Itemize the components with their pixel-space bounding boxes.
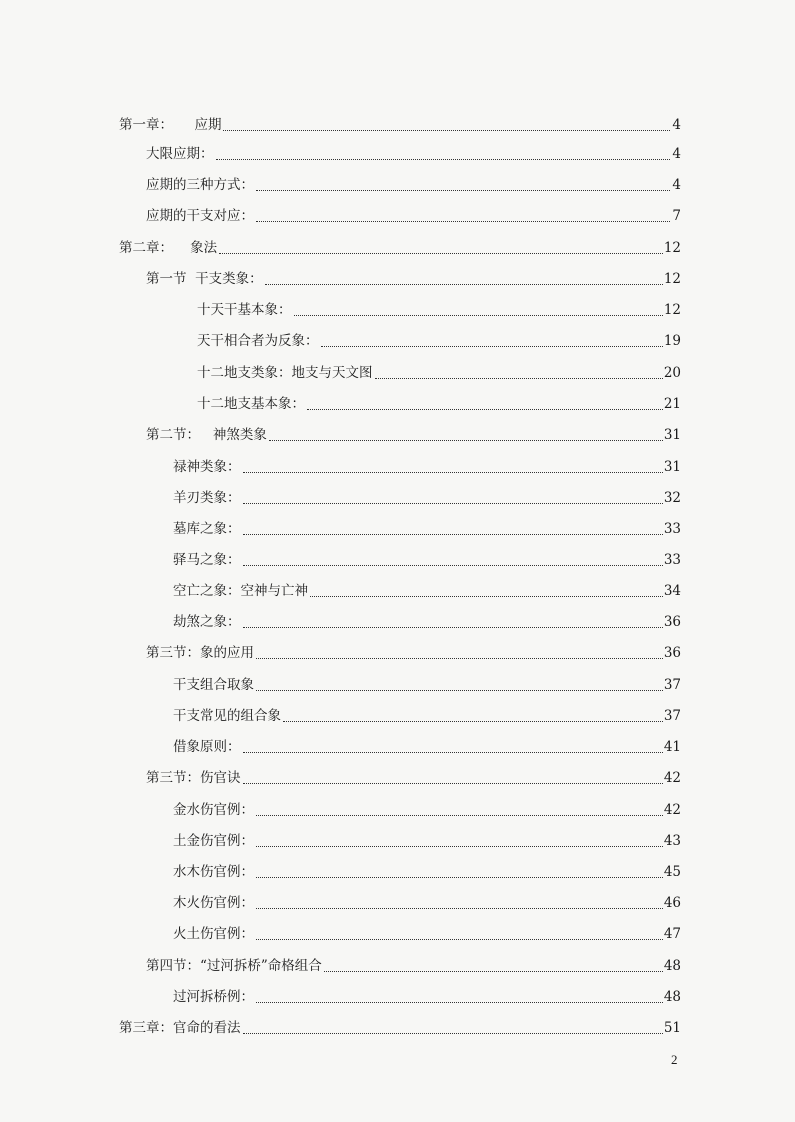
toc-entry-page: 43 xyxy=(663,833,681,849)
dot-leader xyxy=(256,832,663,847)
toc-entry-page: 4 xyxy=(672,117,681,133)
toc-entry-page: 41 xyxy=(663,739,681,755)
toc-entry-section[interactable] xyxy=(146,266,681,288)
toc-entry-title: 水木伤官例： xyxy=(173,864,254,880)
toc-entry-subsection[interactable] xyxy=(173,734,681,756)
toc-entry-subsection[interactable] xyxy=(173,672,681,694)
dot-leader xyxy=(243,520,663,535)
toc-entry-subsection[interactable] xyxy=(173,547,681,569)
toc-entry-page: 36 xyxy=(663,614,681,630)
dot-leader xyxy=(269,426,663,441)
toc-entry-page: 48 xyxy=(663,958,681,974)
toc-entry-page: 37 xyxy=(663,677,681,693)
dot-leader xyxy=(256,801,663,816)
toc-entry-title: 第二章： 象法 xyxy=(119,240,218,256)
toc-entry-subsection[interactable] xyxy=(173,828,681,850)
dot-leader xyxy=(256,894,663,909)
toc-entry-title: 借象原则： xyxy=(173,739,241,755)
toc-entry-chapter-3[interactable] xyxy=(119,1015,681,1037)
dot-leader xyxy=(223,116,670,131)
dot-leader xyxy=(256,676,663,691)
toc-entry-subsection[interactable] xyxy=(173,516,681,538)
toc-entry-subsection[interactable] xyxy=(197,328,681,350)
toc-entry-page: 20 xyxy=(663,365,681,381)
toc-entry-title: 第三节：伤官诀 xyxy=(146,770,241,786)
toc-entry-subsection[interactable] xyxy=(173,703,681,725)
toc-entry-title: 墓库之象： xyxy=(173,521,241,537)
dot-leader xyxy=(375,364,663,379)
dot-leader xyxy=(243,458,663,473)
toc-entry-subsection[interactable] xyxy=(173,609,681,631)
toc-entry-page: 12 xyxy=(663,302,681,318)
toc-entry-subsection[interactable] xyxy=(173,984,681,1006)
toc-entry-title: 驿马之象： xyxy=(173,552,241,568)
toc-entry-title: 第二节： 神煞类象 xyxy=(146,427,267,443)
toc-entry-chapter-1[interactable] xyxy=(119,112,681,134)
dot-leader xyxy=(265,270,663,285)
toc-entry-page: 45 xyxy=(663,864,681,880)
toc-entry-title: 火土伤官例： xyxy=(173,926,254,942)
toc-entry-page: 47 xyxy=(663,926,681,942)
toc-entry-title: 第一节 干支类象： xyxy=(146,271,263,287)
toc-entry-page: 33 xyxy=(663,552,681,568)
toc-entry-section[interactable] xyxy=(146,765,681,787)
toc-entry-title: 天干相合者为反象： xyxy=(197,333,319,349)
dot-leader xyxy=(307,395,663,410)
toc-entry-title: 羊刃类象： xyxy=(173,490,241,506)
toc-entry-title: 大限应期： xyxy=(146,146,214,162)
toc-entry-page: 37 xyxy=(663,708,681,724)
toc-entry-page: 51 xyxy=(663,1020,681,1036)
dot-leader xyxy=(256,176,670,191)
toc-entry-title: 禄神类象： xyxy=(173,459,241,475)
toc-entry-section[interactable] xyxy=(146,141,681,163)
toc-entry-section[interactable] xyxy=(146,203,681,225)
toc-entry-page: 12 xyxy=(663,271,681,287)
toc-entry-page: 48 xyxy=(663,989,681,1005)
toc-entry-title: 第三节：象的应用 xyxy=(146,645,254,661)
dot-leader xyxy=(256,925,663,940)
toc-entry-chapter-2[interactable] xyxy=(119,235,681,257)
toc-entry-title: 劫煞之象： xyxy=(173,614,241,630)
toc-entry-title: 十二地支类象：地支与天文图 xyxy=(197,365,373,381)
toc-entry-page: 12 xyxy=(663,240,681,256)
toc-entry-subsection[interactable] xyxy=(173,921,681,943)
dot-leader xyxy=(219,239,663,254)
toc-entry-title: 干支常见的组合象 xyxy=(173,708,281,724)
toc-entry-page: 33 xyxy=(663,521,681,537)
toc-entry-page: 31 xyxy=(663,459,681,475)
toc-entry-title: 十二地支基本象： xyxy=(197,396,305,412)
toc-entry-section[interactable] xyxy=(146,172,681,194)
toc-entry-title: 空亡之象：空神与亡神 xyxy=(173,583,308,599)
dot-leader xyxy=(324,957,663,972)
toc-entry-page: 7 xyxy=(672,208,681,224)
toc-entry-page: 36 xyxy=(663,645,681,661)
dot-leader xyxy=(216,145,671,160)
toc-entry-subsection[interactable] xyxy=(197,360,681,382)
toc-entry-section[interactable] xyxy=(146,640,681,662)
toc-entry-subsection[interactable] xyxy=(173,797,681,819)
toc-entry-page: 31 xyxy=(663,427,681,443)
toc-entry-section[interactable] xyxy=(146,422,681,444)
toc-entry-title: 干支组合取象 xyxy=(173,677,254,693)
dot-leader xyxy=(283,707,663,722)
toc-entry-page: 42 xyxy=(663,802,681,818)
dot-leader xyxy=(243,1019,663,1034)
toc-entry-subsection[interactable] xyxy=(173,890,681,912)
toc-entry-title: 木火伤官例： xyxy=(173,895,254,911)
dot-leader xyxy=(243,551,663,566)
toc-entry-title: 第四节：“过河拆桥”命格组合 xyxy=(146,958,322,974)
dot-leader xyxy=(256,988,663,1003)
toc-entry-subsection[interactable] xyxy=(197,391,681,413)
toc-entry-subsection[interactable] xyxy=(173,454,681,476)
dot-leader xyxy=(256,863,663,878)
toc-entry-subsection[interactable] xyxy=(197,297,681,319)
toc-entry-subsection[interactable] xyxy=(173,859,681,881)
dot-leader xyxy=(256,644,663,659)
toc-entry-title: 过河拆桥例： xyxy=(173,989,254,1005)
toc-entry-page: 21 xyxy=(663,396,681,412)
toc-entry-section[interactable] xyxy=(146,953,681,975)
dot-leader xyxy=(243,489,663,504)
toc-entry-title: 土金伤官例： xyxy=(173,833,254,849)
dot-leader xyxy=(243,738,663,753)
toc-entry-page: 4 xyxy=(672,146,681,162)
toc-entry-page: 34 xyxy=(663,583,681,599)
toc-entry-title: 十天干基本象： xyxy=(197,302,292,318)
dot-leader xyxy=(243,613,663,628)
toc-entry-page: 42 xyxy=(663,770,681,786)
toc-entry-page: 4 xyxy=(672,177,681,193)
page-number: 2 xyxy=(671,1052,678,1067)
dot-leader xyxy=(256,207,670,222)
toc-entry-title: 应期的三种方式： xyxy=(146,177,254,193)
toc-entry-title: 应期的干支对应： xyxy=(146,208,254,224)
toc-entry-subsection[interactable] xyxy=(173,485,681,507)
dot-leader xyxy=(294,301,663,316)
toc-entry-subsection[interactable] xyxy=(173,578,681,600)
toc-entry-title: 第一章： 应期 xyxy=(119,117,222,133)
toc-entry-title: 金水伤官例： xyxy=(173,802,254,818)
toc-entry-page: 19 xyxy=(663,333,681,349)
toc-entry-title: 第三章：官命的看法 xyxy=(119,1020,241,1036)
dot-leader xyxy=(243,769,663,784)
dot-leader xyxy=(310,582,663,597)
toc-entry-page: 32 xyxy=(663,490,681,506)
toc-entry-page: 46 xyxy=(663,895,681,911)
dot-leader xyxy=(321,332,663,347)
